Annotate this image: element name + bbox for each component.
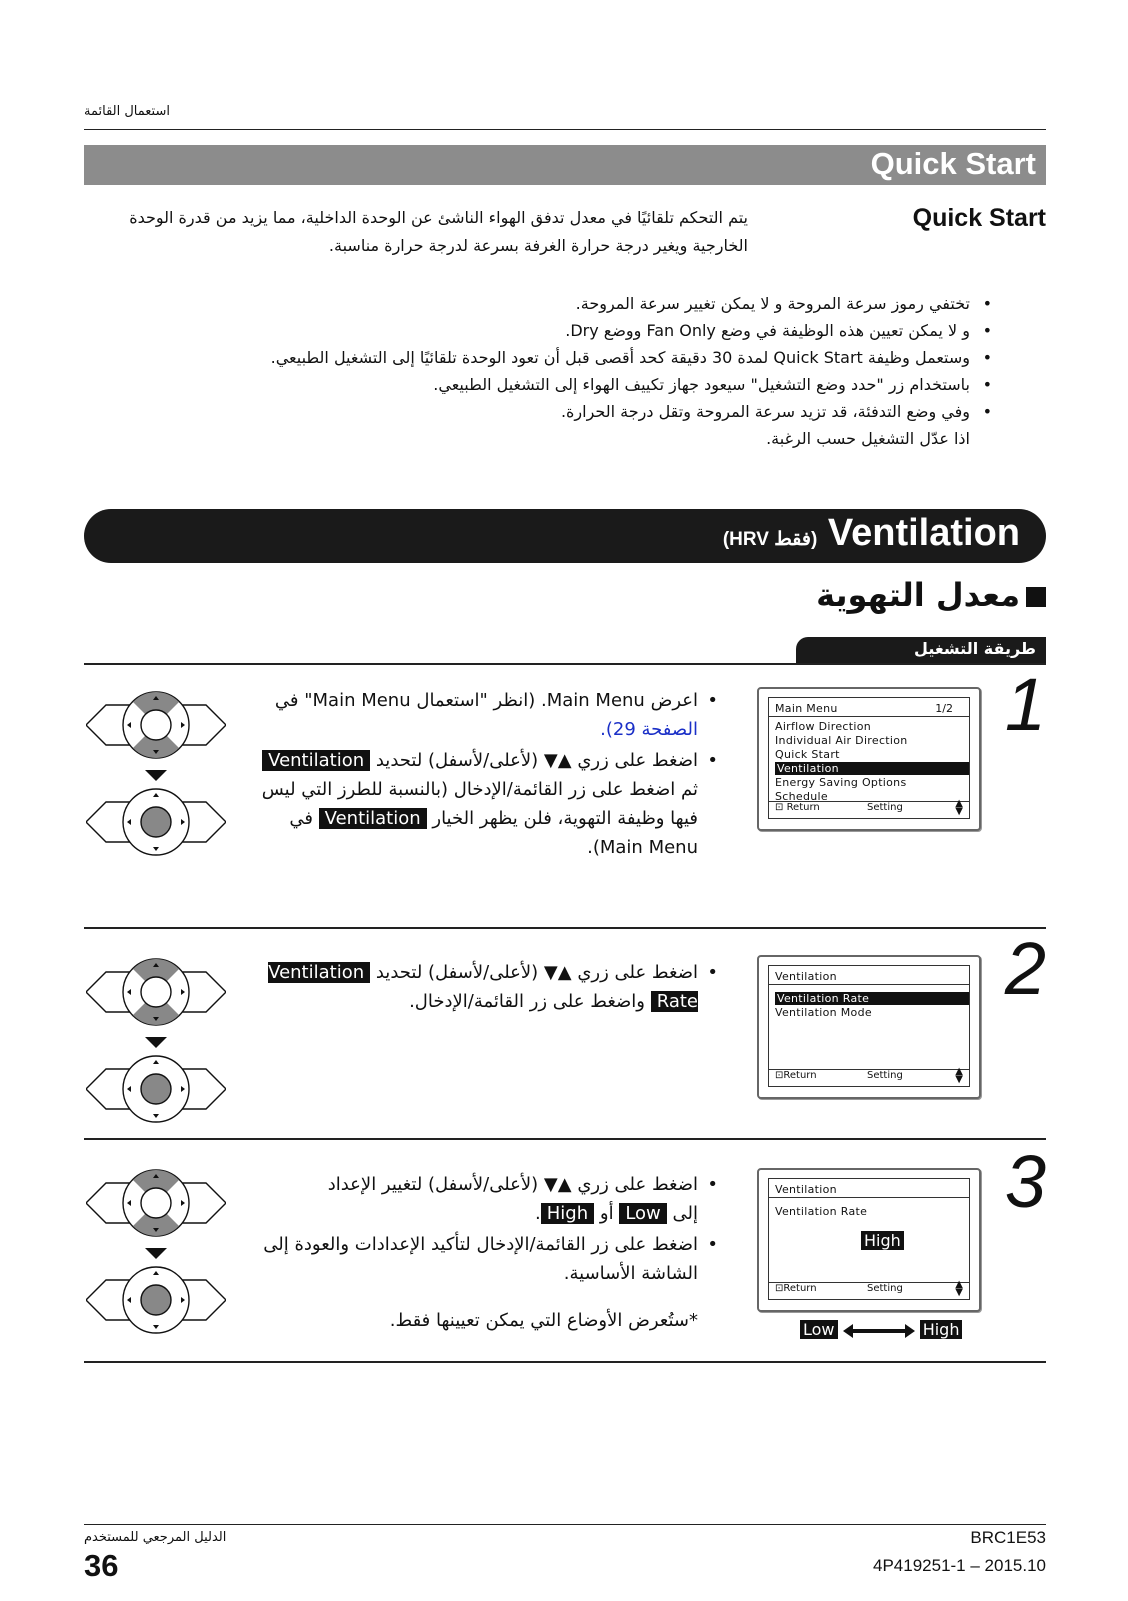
low-high-range <box>800 1320 962 1339</box>
lcd-rule <box>769 1197 969 1198</box>
quick-start-banner <box>84 145 1046 185</box>
step3-bullet-1: • اضغط على زري ▲▼ (لأعلى/لأسفل) لتغيير الإعداد إلى Low أو High. <box>258 1170 718 1228</box>
up-down-icon: ▲ ▼ <box>955 798 963 817</box>
step1-text: اضغط على زر القائمة/الإدخال (بالنسبة للطرز التي ليس فيها وظيفة <box>261 779 698 829</box>
quick-start-subtitle: Quick Start <box>912 204 1046 232</box>
note-item: • وفي وضع التدفئة، قد تزيد سرعة المروحة وتقل درجة الحرارة. <box>112 398 992 425</box>
arrow-down-icon <box>145 1037 167 1048</box>
lcd-main-menu <box>757 687 981 831</box>
step2-text: اضغط على زري ▲▼ (لأعلى/لأسفل) لتحديد <box>375 962 698 983</box>
lcd-footer <box>769 1066 969 1085</box>
note-item: • تختفي رموز سرعة المروحة و لا يمكن تغيير سرعة المروحة. <box>112 290 992 317</box>
note-item: • و لا يمكن تعيين هذه الوظيفة في وضع Fan Only ووضع Dry. <box>112 317 992 344</box>
step3-bullet-2: • اضغط على زر القائمة/الإدخال لتأكيد الإعدادات والعودة إلى الشاشة الأساسية. <box>258 1230 718 1288</box>
square-bullet-icon <box>1026 587 1046 607</box>
step1-text: اضغط على زري ▲▼ (لأعلى/لأسفل) لتحديد <box>375 750 698 771</box>
ventilation-title: Ventilation <box>827 512 1020 554</box>
step-number-3: 3 <box>1004 1140 1046 1223</box>
low-highlight: Low <box>619 1203 666 1224</box>
ventilation-banner-title <box>717 512 1020 555</box>
lcd-setting: Setting <box>867 1070 903 1081</box>
quick-start-notes <box>112 290 992 452</box>
operation-tab-label: طريقة التشغيل <box>914 639 1036 658</box>
lcd-page-indicator: 1/2 <box>935 702 953 715</box>
lcd-ventilation-rate <box>757 1168 981 1312</box>
header-rule <box>84 129 1046 130</box>
lcd-return-label: Return <box>786 802 820 813</box>
lcd-return: ⊡ Return <box>775 802 820 813</box>
nav-pad-up-down-icon <box>86 955 226 1029</box>
ventilation-highlight: Ventilation <box>262 750 370 771</box>
footer-manual-title: الدليل المرجعي للمستخدم <box>84 1530 227 1545</box>
nav-pad-menu-enter-icon <box>86 1263 226 1337</box>
lcd-return-label: Return <box>783 1283 817 1294</box>
nav-pad-up-down-icon <box>86 688 226 762</box>
step1-top-rule <box>84 663 1046 665</box>
lcd-screen <box>768 965 970 1087</box>
lcd-return-label: Return <box>783 1070 817 1081</box>
lcd-screen <box>768 1178 970 1300</box>
lcd-rule <box>769 984 969 985</box>
menu-item-individual-air-direction[interactable]: Individual Air Direction <box>775 734 908 747</box>
step2-text: واضغط على زر القائمة/الإدخال. <box>409 991 645 1012</box>
menu-item-ventilation[interactable]: Ventilation <box>775 762 969 775</box>
nav-pad-menu-enter-icon <box>86 1052 226 1126</box>
ventilation-highlight: Ventilation <box>319 808 427 829</box>
step1-text: التهوية، فلن يظهر الخيار <box>432 808 612 829</box>
ventilation-banner <box>84 509 1046 563</box>
lcd-screen <box>768 697 970 819</box>
step3-text: إلى <box>672 1203 698 1224</box>
ventilation-rate-highlight: Ventilation Rate <box>268 962 698 1012</box>
note-item: اذا عدّل التشغيل حسب الرغبة. <box>766 429 970 448</box>
menu-item-airflow-direction[interactable]: Airflow Direction <box>775 720 872 733</box>
lcd-setting: Setting <box>867 802 903 813</box>
operation-tab <box>796 637 1046 664</box>
step3-text: أو <box>599 1203 614 1224</box>
nav-pad-menu-enter-icon <box>86 785 226 859</box>
double-arrow-icon <box>843 1324 915 1338</box>
menu-item-ventilation-rate[interactable]: Ventilation Rate <box>775 992 969 1005</box>
step1-bullet-1 <box>258 686 718 744</box>
lcd-footer <box>769 798 969 817</box>
step1-instructions <box>258 686 718 864</box>
step-number-2: 2 <box>1004 927 1046 1010</box>
section-heading <box>816 576 1046 614</box>
lcd-label-ventilation-rate: Ventilation Rate <box>775 1205 868 1218</box>
menu-item-ventilation-mode[interactable]: Ventilation Mode <box>775 1006 872 1019</box>
running-header: استعمال القائمة <box>84 104 170 119</box>
step3-bottom-rule <box>84 1361 1046 1363</box>
note-item: • باستخدام زر "حدد وضع التشغيل" سيعود جهاز تكييف الهواء إلى التشغيل الطبيعي. <box>112 371 992 398</box>
step2-instructions <box>258 958 718 1018</box>
menu-item-schedule[interactable]: Schedule <box>775 790 828 803</box>
step1-text: اعرض Main Menu. (انظر "استعمال Main Menu" في <box>274 690 698 711</box>
lcd-title: Ventilation <box>775 970 837 983</box>
lcd-ventilation <box>757 955 981 1099</box>
lcd-footer <box>769 1279 969 1298</box>
step-number-1: 1 <box>1004 663 1046 746</box>
step3-note: *ستُعرض الأوضاع التي يمكن تعيينها فقط. <box>389 1310 698 1331</box>
section-heading-text: معدل التهوية <box>816 576 1020 614</box>
quick-start-intro: يتم التحكم تلقائيًا في معدل تدفق الهواء الناشئ عن الوحدة الداخلية، مما يزيد من قدرة الوحدة الخارجية ويغير درجة حرارة الغرفة بسرعة لدرجة حرارة مناسبة. <box>129 208 748 255</box>
step3-instructions <box>258 1170 718 1337</box>
up-down-icon: ▲ ▼ <box>955 1279 963 1298</box>
note-item: • وستعمل وظيفة Quick Start لمدة 30 دقيقة كحد أقصى قبل أن تعود الوحدة تلقائيًا إلى التشغيل الطبيعي. <box>112 344 992 371</box>
lcd-setting: Setting <box>867 1283 903 1294</box>
menu-item-energy-saving-options[interactable]: Energy Saving Options <box>775 776 907 789</box>
page-number: 36 <box>84 1548 119 1583</box>
footer-model: BRC1E53 <box>970 1528 1046 1547</box>
lcd-title: Ventilation <box>775 1183 837 1196</box>
lcd-return: ⊡Return <box>775 1070 817 1081</box>
ventilation-suffix: (HRV فقط) <box>722 529 818 550</box>
range-low: Low <box>800 1320 838 1339</box>
up-down-icon: ▲ ▼ <box>955 1066 963 1085</box>
arrow-down-icon <box>145 770 167 781</box>
lcd-return: ⊡Return <box>775 1283 817 1294</box>
lcd-title: Main Menu <box>775 702 838 715</box>
lcd-rule <box>769 716 969 717</box>
step2-top-rule <box>84 927 1046 929</box>
page-29-link[interactable]: الصفحة 29). <box>600 719 698 740</box>
range-high: High <box>920 1320 963 1339</box>
step2-bullet-1 <box>258 958 718 1016</box>
quick-start-banner-title: Quick Start <box>870 146 1036 181</box>
menu-item-quick-start[interactable]: Quick Start <box>775 748 840 761</box>
nav-pad-up-down-icon <box>86 1166 226 1240</box>
arrow-down-icon <box>145 1248 167 1259</box>
footer-rule <box>84 1524 1046 1525</box>
lcd-value-high[interactable]: High <box>861 1231 904 1250</box>
high-highlight: High <box>541 1203 594 1224</box>
footer-doc-number: 4P419251-1 – 2015.10 <box>873 1556 1046 1575</box>
step3-top-rule <box>84 1138 1046 1140</box>
step1-text: ثم <box>681 779 698 800</box>
step1-text: في Main Menu). <box>289 808 698 858</box>
step3-text: اضغط على زري ▲▼ (لأعلى/لأسفل) لتغيير الإعداد <box>327 1174 698 1195</box>
step1-bullet-2 <box>258 746 718 862</box>
